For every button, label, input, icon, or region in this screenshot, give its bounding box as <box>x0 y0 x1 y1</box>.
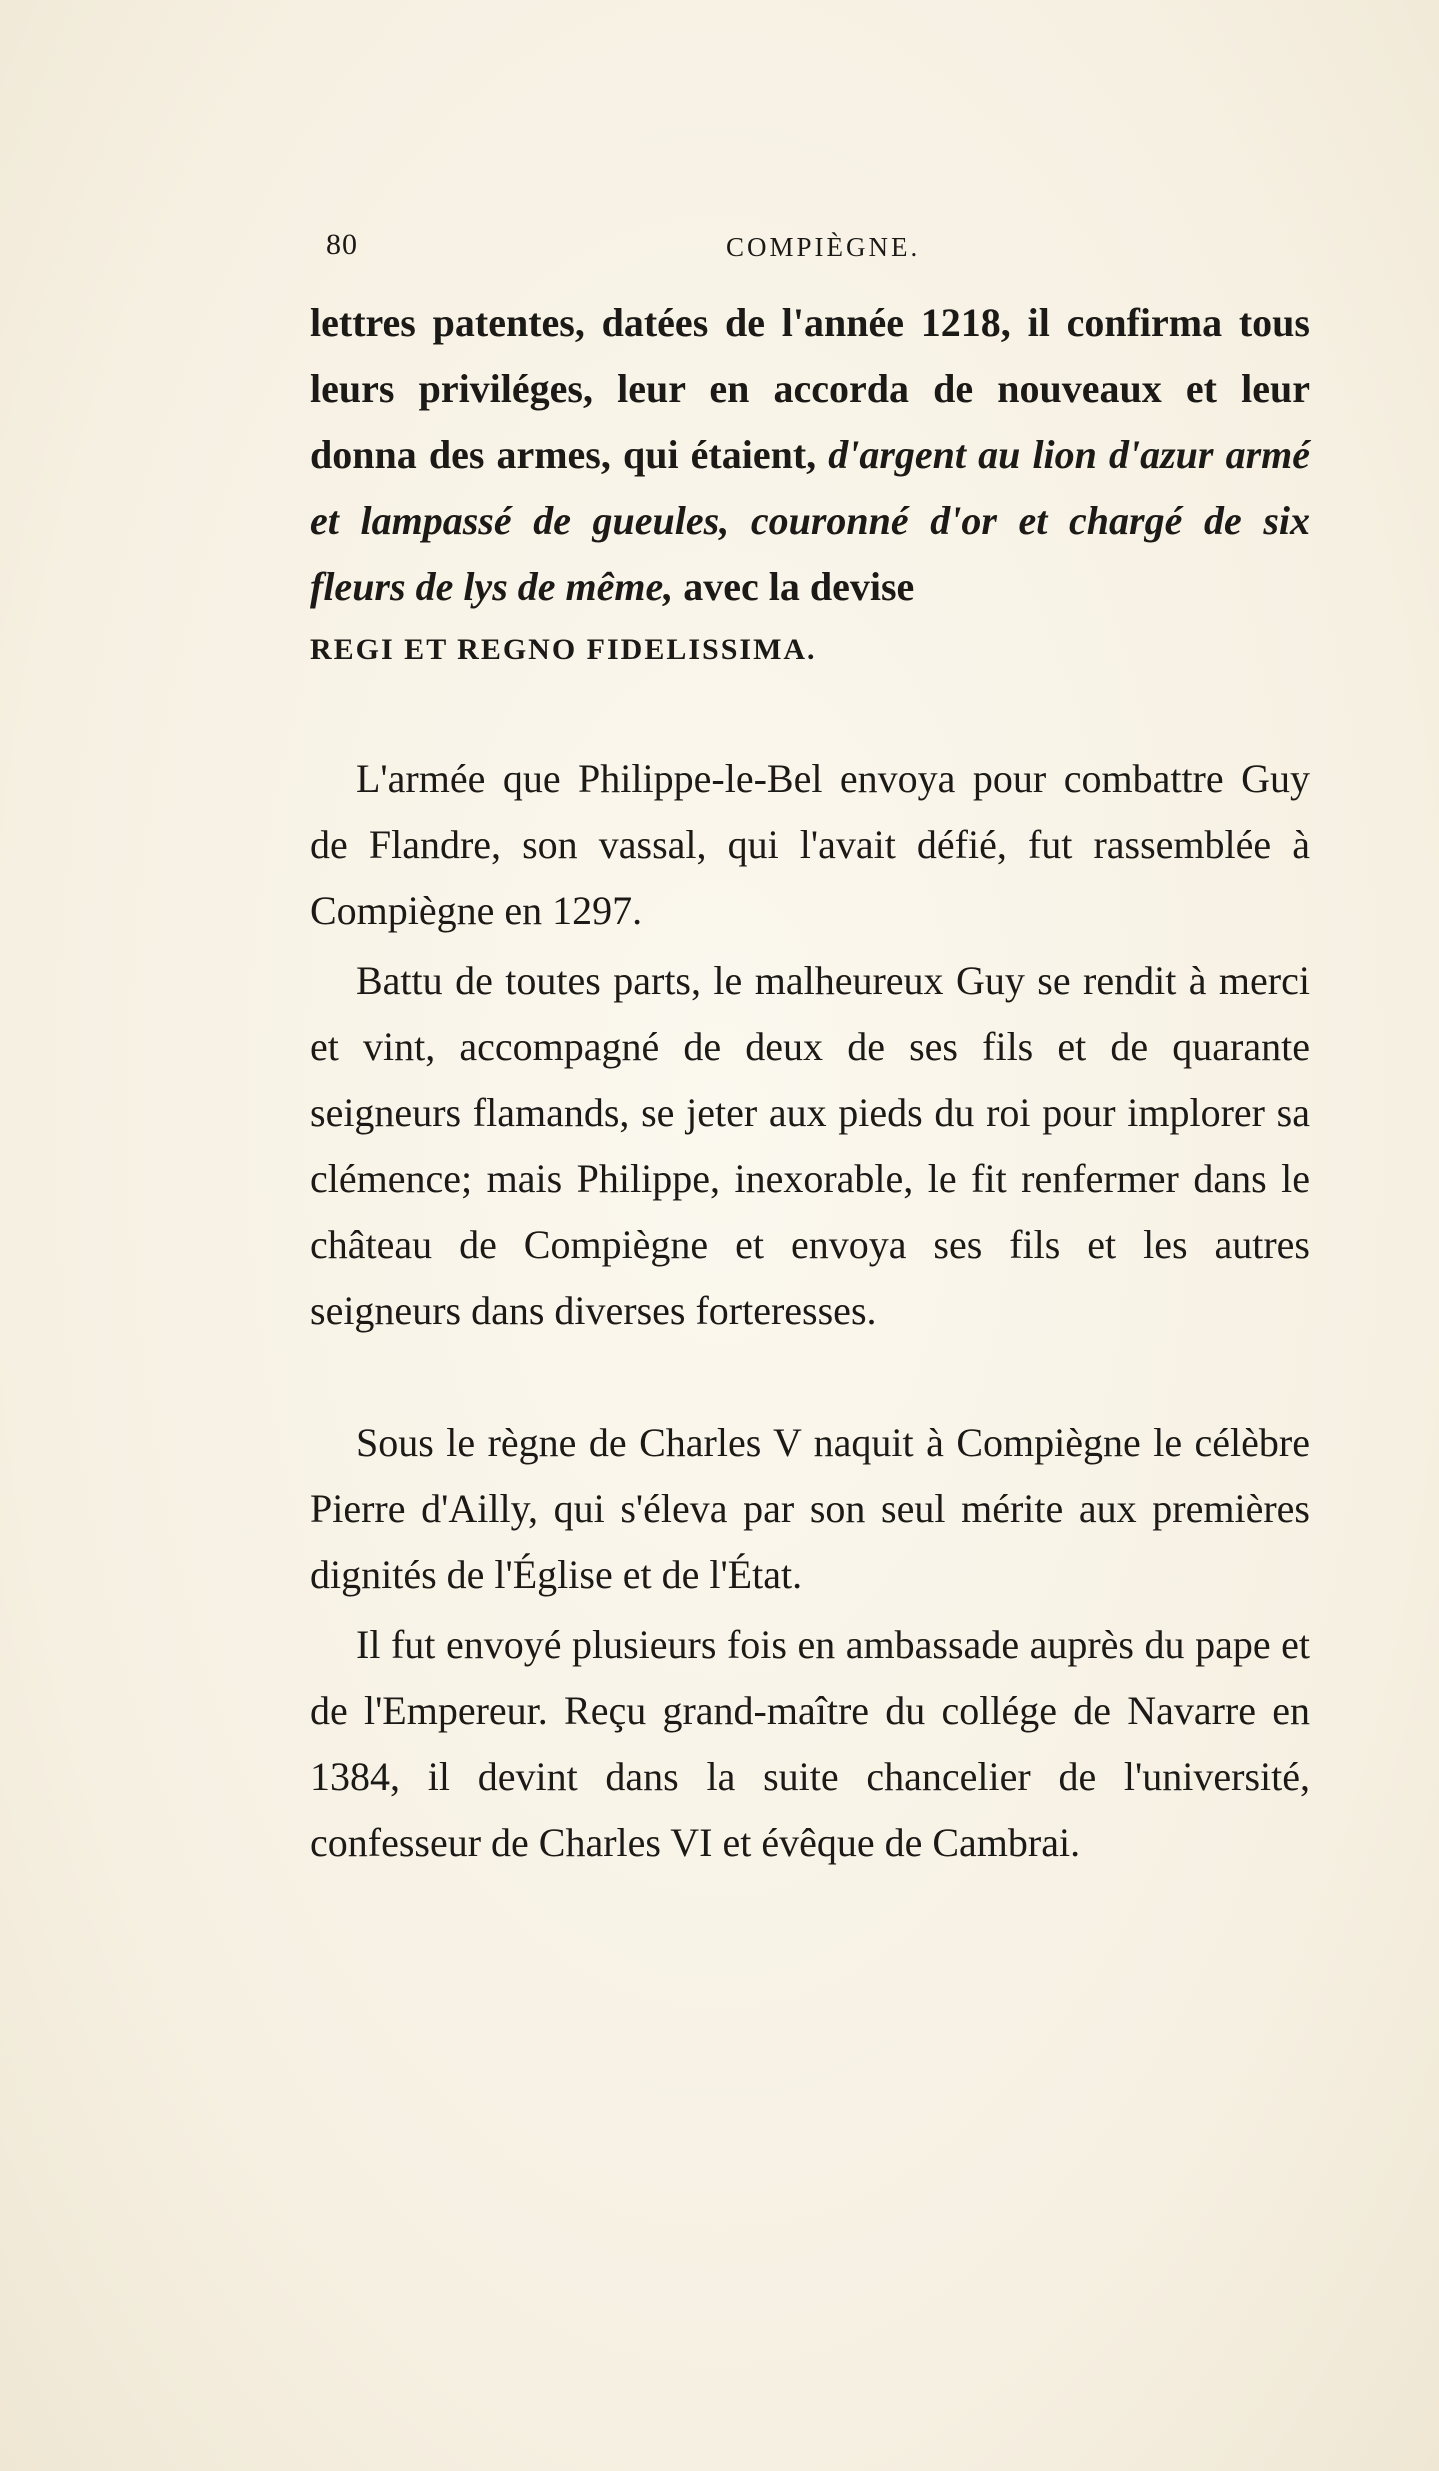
paragraph-army: L'armée que Philippe-le-Bel envoya pour combattre Guy de Flandre, son vassal, qui l'avait défié, fut rassemblée à Compiègne en 1297. <box>310 756 1310 933</box>
blazon-italic: d'argent au lion d'azur armé et lampassé de gueules, couronné d'or et chargé de six fleurs de lys de même, <box>310 432 1311 609</box>
paragraph-arms-text-2: avec la devise <box>673 564 915 609</box>
paragraph-arms <box>310 290 1310 620</box>
paragraph-ailly: Sous le règne de Charles V naquit à Compiègne le célèbre Pierre d'Ailly, qui s'éleva par son seul mérite aux premières dignités de l'Église et de l'État. <box>310 1420 1310 1597</box>
paragraph-arms-text-1: lettres patentes, datées de l'année 1218, il confirma tous leurs priviléges, leur en accorda de nouveaux et leur donna des armes, qui étaient, <box>310 300 1310 477</box>
body-text <box>310 290 1310 1876</box>
paragraph-guy: Battu de toutes parts, le malheureux Guy se rendit à merci et vint, accompagné de deux de ses fils et de quarante seigneurs flamands, se jeter aux pieds du roi pour implorer sa clémence; mais Philippe, inexorable, le fit renfermer dans le château de Compiègne et envoya ses fils et les autres seigneurs dans diverses forteresses. <box>310 958 1310 1333</box>
motto: REGI ET REGNO FIDELISSIMA. <box>310 633 817 666</box>
running-title: COMPIÈGNE. <box>726 232 921 262</box>
page-number: 80 <box>326 228 358 261</box>
paragraph-ambassade: Il fut envoyé plusieurs fois en ambassade auprès du pape et de l'Empereur. Reçu grand-maître du collége de Navarre en 1384, il devint dans la suite chancelier de l'université, confesseur de Charles VI et évêque de Cambrai. <box>310 1622 1310 1865</box>
running-head <box>326 228 1306 268</box>
